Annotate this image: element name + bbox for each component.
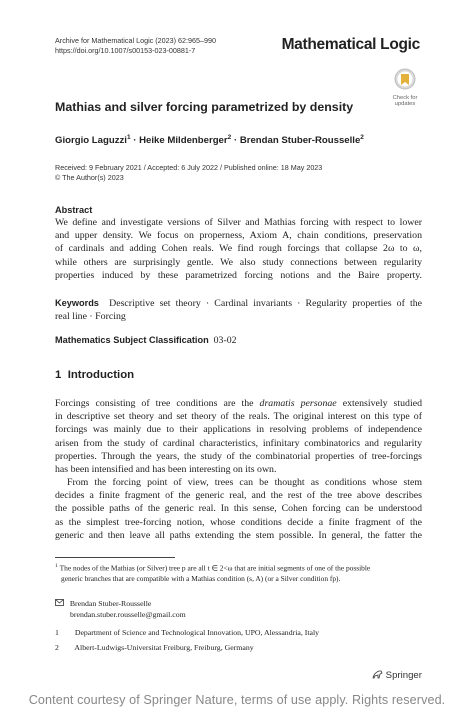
- footnote-line-1: The nodes of the Mathias (or Silver) tree p are all t ∈ 2<ω that are initial segments of one of the possible: [59, 563, 371, 573]
- publication-dates: Received: 9 February 2021 / Accepted: 6 July 2022 / Published online: 18 May 2023: [55, 163, 323, 172]
- bookmark-icon: [386, 68, 424, 90]
- intro-paragraph-1: [55, 397, 422, 476]
- keywords-line-2: real line · Forcing: [55, 311, 126, 323]
- author-3[interactable]: Brendan Stuber-Rousselle: [239, 135, 361, 147]
- springer-horse-icon: [372, 670, 383, 679]
- keywords: [55, 297, 422, 323]
- author-1-affil: 1: [126, 134, 131, 141]
- affiliation-2: [55, 643, 422, 654]
- citation: Archive for Mathematical Logic (2023) 62:965–990: [55, 36, 217, 45]
- contact-name: Brendan Stuber-Rousselle: [69, 599, 152, 608]
- msc-label: Mathematics Subject Classification: [55, 335, 209, 345]
- intro-line: the possible paths of the generic real. In this sense, Cohen forcing can be understood: [55, 503, 422, 515]
- author-separator: ·: [233, 135, 238, 147]
- emphasis-text: dramatis personae: [259, 398, 337, 409]
- footnote-rule: [55, 557, 175, 558]
- author-2[interactable]: Heike Mildenberger: [139, 135, 228, 147]
- abstract-line: We define and investigate versions of Silver and Mathias forcing with respect to lower: [55, 217, 422, 228]
- abstract-line: and upper density. We focus on properness, Axiom A, chain conditions, preservation: [55, 230, 422, 242]
- intro-line: in descriptive set theory and set theory of the reals. The original interest on this type of: [55, 411, 422, 423]
- check-for-label: Check for: [392, 95, 418, 101]
- abstract-line: of cardinals and adding Cohen reals. We find rough forcings that collapse 2ω to ω,: [55, 243, 422, 255]
- courtesy-notice: Content courtesy of Springer Nature, terms of use apply. Rights reserved.: [28, 693, 446, 707]
- paper-title: Mathias and silver forcing parametrized by density: [55, 100, 354, 114]
- intro-paragraph-2: [55, 476, 422, 542]
- section-heading: [55, 369, 134, 381]
- abstract-heading: Abstract: [55, 205, 93, 215]
- abstract-line: while others are surprisingly gentle. We also study connections between regularity: [55, 256, 422, 268]
- affiliation-text: Albert-Ludwigs-Universitat Freiburg, Freiburg, Germany: [74, 643, 254, 652]
- journal-title: Mathematical Logic: [281, 36, 420, 53]
- section-number: 1: [55, 369, 62, 381]
- intro-text: extensively studied: [342, 398, 422, 409]
- author-2-affil: 2: [227, 134, 232, 141]
- keywords-line-1: Descriptive set theory · Cardinal invariants · Regularity properties of the: [109, 298, 422, 309]
- author-1[interactable]: Giorgio Laguzzi: [55, 135, 127, 147]
- intro-line: forcings was mainly due to their applications in resolving problems of independence: [55, 424, 422, 436]
- check-for-updates-badge[interactable]: [386, 68, 424, 108]
- intro-line: properties. Through the years, the study of the combinatorial properties of tree-forcings: [55, 450, 422, 462]
- contact-email[interactable]: brendan.stuber.rousselle@gmail.com: [70, 609, 186, 619]
- copyright: © The Author(s) 2023: [55, 173, 124, 182]
- publisher-logo: [372, 670, 422, 681]
- affiliation-1: [55, 628, 422, 639]
- intro-line: From the forcing point of view, trees can be thought as conditions whose stem: [67, 477, 422, 488]
- msc: [55, 334, 237, 347]
- author-3-affil: 2: [360, 134, 364, 141]
- affiliation-text: Department of Science and Technological Innovation, UPO, Alessandria, Italy: [74, 628, 320, 637]
- intro-text: Forcings consisting of tree conditions are the: [55, 398, 254, 409]
- section-title: Introduction: [67, 369, 135, 381]
- publisher-name: Springer: [385, 670, 422, 681]
- footnote-mark: 1: [55, 563, 58, 569]
- intro-line: has been intensified and has been interesting on its own.: [55, 464, 277, 476]
- msc-value: 03-02: [213, 335, 237, 346]
- author-separator: ·: [133, 135, 137, 147]
- envelope-icon: [55, 599, 64, 606]
- keywords-label: Keywords: [55, 298, 99, 308]
- intro-line: arisen from the study of cardinal characteristics, infinitary combinatorics and regularity: [55, 437, 422, 449]
- abstract-line: properties induced by these parametrized forcing notions and the Baire property.: [55, 269, 422, 281]
- intro-line: as the simplest tree-forcing notion, whose conditions decide a finite fragment of the: [55, 516, 422, 528]
- intro-line: decides a finite fragment of the generic real, and the rest of the tree above describes: [55, 490, 422, 502]
- abstract-text: [55, 216, 422, 282]
- footnote: [55, 561, 422, 584]
- updates-label: updates: [394, 101, 416, 108]
- author-list: [55, 134, 364, 146]
- contact-block: [55, 599, 422, 620]
- doi-link[interactable]: https://doi.org/10.1007/s00153-023-00881-7: [55, 46, 196, 55]
- affiliation-number: 2: [55, 643, 59, 652]
- footnote-line-2: generic branches that are compatible with a Mathias condition (s, A) (or a Silver condition fp).: [61, 573, 341, 583]
- affiliation-number: 1: [55, 628, 59, 637]
- intro-line: generic and then leave all paths extending the stem possible. In general, the fatter the: [55, 529, 422, 541]
